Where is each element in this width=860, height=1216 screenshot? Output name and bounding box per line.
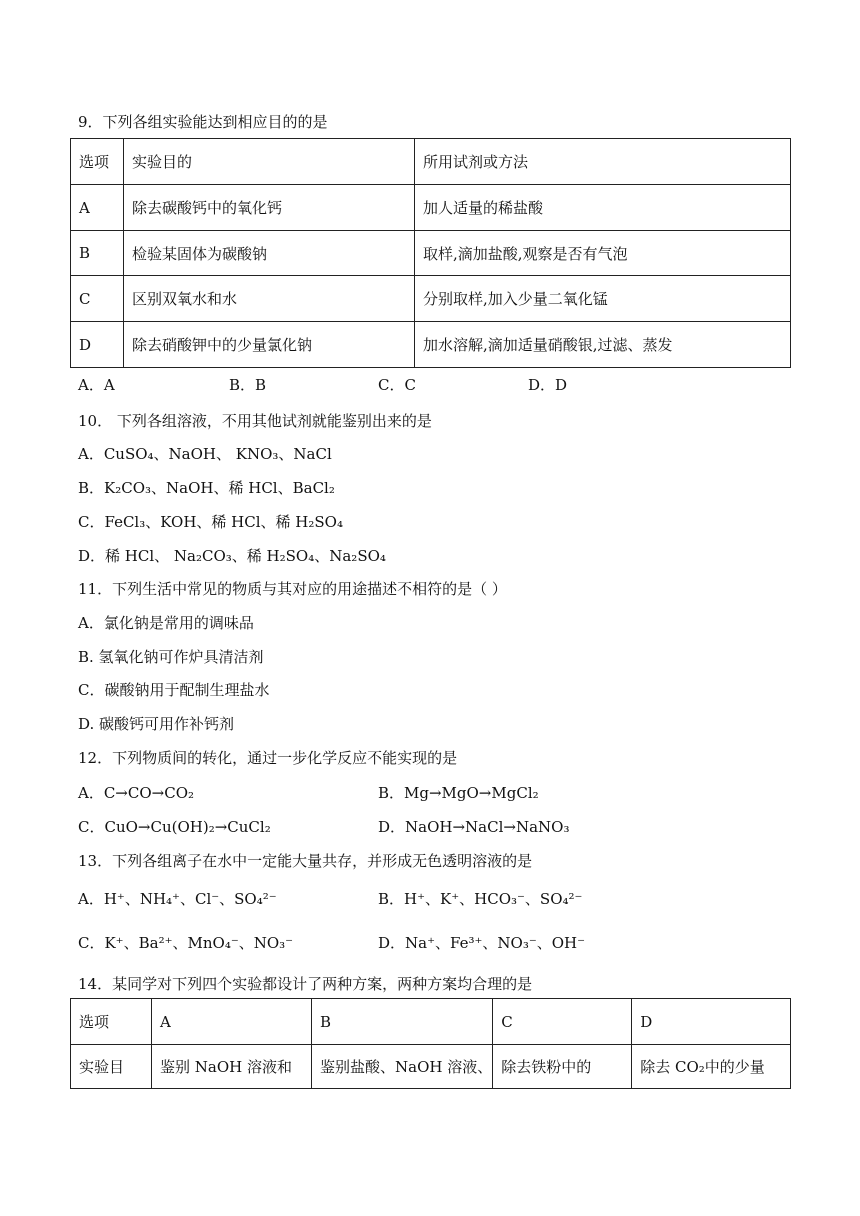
q10-option-a: A．CuSO₄、NaOH、 KNO₃、NaCl [78,445,332,463]
q14-row-b: 鉴别盐酸、NaOH 溶液、 [312,1045,493,1089]
q13-option-c: C．K⁺、Ba²⁺、MnO₄⁻、NO₃⁻ [78,934,294,952]
q11-option-a: A．氯化钠是常用的调味品 [78,614,254,632]
table-row [71,231,791,276]
q9-option-b: B．B [229,376,267,394]
q13-option-b: B．H⁺、K⁺、HCO₃⁻、SO₄²⁻ [378,890,583,908]
q14-header-option: 选项 [71,999,152,1045]
q11-option-c: C．碳酸钠用于配制生理盐水 [78,681,270,699]
q9-stem: 9．下列各组实验能达到相应目的的是 [78,113,328,131]
q12-stem: 12．下列物质间的转化，通过一步化学反应不能实现的是 [78,749,458,767]
table-row [71,185,791,231]
q9-option-c: C．C [378,376,416,394]
q9-option-d: D．D [528,376,568,394]
table-row [71,276,791,322]
q9-row-d-method: 加水溶解,滴加适量硝酸银,过滤、蒸发 [415,322,791,368]
q13-option-a: A．H⁺、NH₄⁺、Cl⁻、SO₄²⁻ [78,890,277,908]
q14-row-purpose-label: 实验目 [71,1045,152,1089]
table-row [71,1045,791,1089]
q10-option-c: C．FeCl₃、KOH、稀 HCl、稀 H₂SO₄ [78,513,343,531]
q9-row-a-purpose: 除去碳酸钙中的氧化钙 [124,185,415,231]
q14-row-a: 鉴别 NaOH 溶液和 [152,1045,312,1089]
q9-row-b-option: B [71,231,124,276]
q14-header-b: B [312,999,493,1045]
table-row [71,322,791,368]
q14-header-a: A [152,999,312,1045]
q13-stem: 13．下列各组离子在水中一定能大量共存，并形成无色透明溶液的是 [78,852,533,870]
q9-row-b-method: 取样,滴加盐酸,观察是否有气泡 [415,231,791,276]
q10-option-d: D．稀 HCl、 Na₂CO₃、稀 H₂SO₄、Na₂SO₄ [78,547,386,565]
q9-row-b-purpose: 检验某固体为碳酸钠 [124,231,415,276]
q14-table [70,998,791,1089]
q14-header-c: C [493,999,632,1045]
q11-option-d: D. 碳酸钙可用作补钙剂 [78,715,235,733]
q9-row-c-purpose: 区别双氧水和水 [124,276,415,322]
q14-stem: 14．某同学对下列四个实验都设计了两种方案，两种方案均合理的是 [78,975,533,993]
q12-option-d: D．NaOH→NaCl→NaNO₃ [378,818,570,836]
q14-row-c: 除去铁粉中的 [493,1045,632,1089]
q14-header-d: D [632,999,791,1045]
q9-row-a-option: A [71,185,124,231]
q9-option-a: A．A [78,376,115,394]
q9-row-d-option: D [71,322,124,368]
q9-header-purpose: 实验目的 [124,139,415,185]
q9-row-c-option: C [71,276,124,322]
q9-header-method: 所用试剂或方法 [415,139,791,185]
q9-table [70,138,791,368]
q12-option-b: B．Mg→MgO→MgCl₂ [378,784,539,802]
q9-row-c-method: 分别取样,加入少量二氧化锰 [415,276,791,322]
q10-option-b: B．K₂CO₃、NaOH、稀 HCl、BaCl₂ [78,479,335,497]
q9-row-d-purpose: 除去硝酸钾中的少量氯化钠 [124,322,415,368]
q11-option-b: B. 氢氧化钠可作炉具清洁剂 [78,648,264,666]
q13-option-d: D．Na⁺、Fe³⁺、NO₃⁻、OH⁻ [378,934,586,952]
q10-stem: 10． 下列各组溶液，不用其他试剂就能鉴别出来的是 [78,412,432,430]
q11-stem: 11．下列生活中常见的物质与其对应的用途描述不相符的是（ ） [78,580,507,598]
q14-row-d: 除去 CO₂中的少量 [632,1045,791,1089]
q12-option-c: C．CuO→Cu(OH)₂→CuCl₂ [78,818,271,836]
q9-header-option: 选项 [71,139,124,185]
q9-row-a-method: 加人适量的稀盐酸 [415,185,791,231]
q12-option-a: A．C→CO→CO₂ [78,784,195,802]
